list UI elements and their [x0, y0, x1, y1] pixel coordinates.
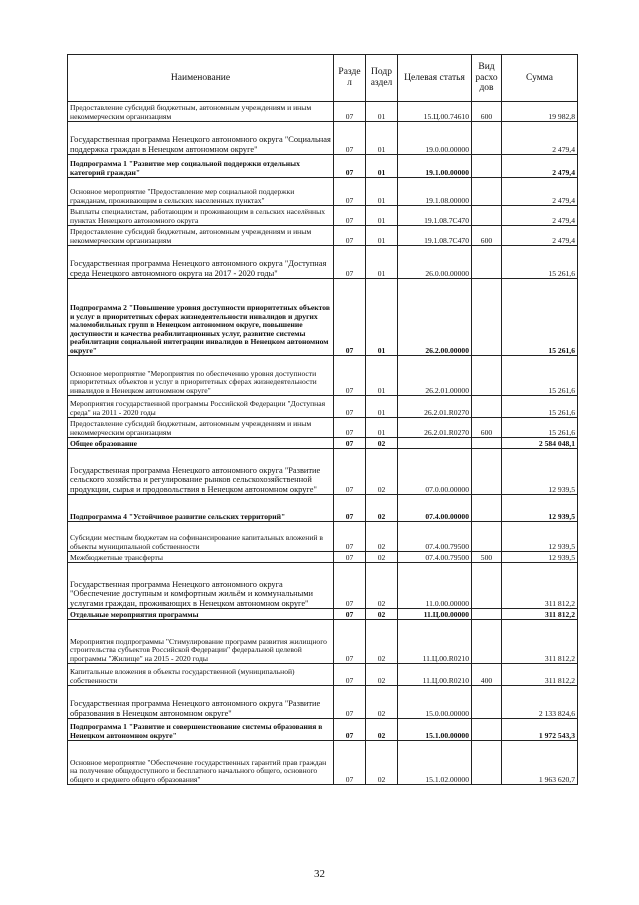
table-row: [68, 495, 578, 522]
row-podrazdel: 01: [366, 396, 398, 418]
row-name: Основное мероприятие "Предоставление мер социальной поддержки гражданам, проживающим в сельских населенных пунктах": [68, 178, 334, 206]
table-row: [68, 279, 578, 356]
row-name: Субсидии местным бюджетам на софинансирование капитальных вложений в объекты муниципальной собственности: [68, 522, 334, 552]
row-target: 07.4.00.00000: [398, 495, 472, 522]
header-razdel: Разде л: [334, 55, 366, 102]
row-name: Подпрограмма 4 "Устойчивое развитие сельских территорий": [68, 495, 334, 522]
row-target: 19.1.00.00000: [398, 155, 472, 178]
row-sum: 12 939,5: [502, 522, 578, 552]
row-razdel: 07: [334, 438, 366, 449]
table-row: [68, 620, 578, 664]
row-name: Капитальные вложения в объекты государственной (муниципальной) собственности: [68, 664, 334, 686]
row-podrazdel: 02: [366, 609, 398, 620]
row-razdel: 07: [334, 246, 366, 279]
table-row: [68, 246, 578, 279]
row-name: Государственная программа Ненецкого автономного округа "Развитие сельского хозяйства и регулирование рынков сельскохозяйственной продукции, сырья и продовольствия в Ненецком автономном округе": [68, 449, 334, 495]
budget-table: [67, 54, 578, 785]
row-name: Общее образование: [68, 438, 334, 449]
row-sum: 15 261,6: [502, 356, 578, 396]
row-sum: 15 261,6: [502, 396, 578, 418]
row-name: Основное мероприятие "Обеспечение государственных гарантий прав граждан на получение общедоступного и бесплатного начального общего, основного общего и среднего общего образования": [68, 741, 334, 785]
row-target: 11.Ц.00.R0210: [398, 620, 472, 664]
row-razdel: 07: [334, 396, 366, 418]
row-podrazdel: 02: [366, 438, 398, 449]
table-row: [68, 449, 578, 495]
header-target: Целевая статья: [398, 55, 472, 102]
table-row: [68, 522, 578, 552]
row-vid: [472, 609, 502, 620]
row-vid: [472, 563, 502, 609]
table-row: [68, 356, 578, 396]
row-podrazdel: 02: [366, 719, 398, 741]
row-vid: 400: [472, 664, 502, 686]
row-podrazdel: 02: [366, 741, 398, 785]
row-podrazdel: 02: [366, 552, 398, 563]
header-sum: Сумма: [502, 55, 578, 102]
row-vid: [472, 522, 502, 552]
row-vid: [472, 686, 502, 719]
row-target: 26.2.01.00000: [398, 356, 472, 396]
row-target: 07.4.00.79500: [398, 552, 472, 563]
row-podrazdel: 02: [366, 563, 398, 609]
row-sum: 12 939,5: [502, 552, 578, 563]
row-target: 11.Ц.00.R0210: [398, 664, 472, 686]
table-row: [68, 686, 578, 719]
row-target: 15.1.00.00000: [398, 719, 472, 741]
row-target: 07.0.00.00000: [398, 449, 472, 495]
table-row: [68, 418, 578, 438]
table-body: [68, 102, 578, 785]
row-name: Выплаты специалистам, работающим и проживающим в сельских населённых пунктах Ненецкого автономного округа: [68, 206, 334, 226]
row-name: Подпрограмма 1 "Развитие и совершенствование системы образования в Ненецком автономном округе": [68, 719, 334, 741]
table-row: [68, 178, 578, 206]
row-podrazdel: 01: [366, 356, 398, 396]
row-target: 19.1.08.00000: [398, 178, 472, 206]
row-vid: [472, 122, 502, 155]
row-name: Государственная программа Ненецкого автономного округа "Социальная поддержка граждан в Ненецком автономном округе": [68, 122, 334, 155]
table-row: [68, 563, 578, 609]
row-podrazdel: 01: [366, 122, 398, 155]
row-podrazdel: 01: [366, 102, 398, 122]
row-razdel: 07: [334, 155, 366, 178]
row-podrazdel: 01: [366, 418, 398, 438]
header-vid: Вид расхо дов: [472, 55, 502, 102]
row-podrazdel: 02: [366, 620, 398, 664]
row-sum: 2 584 048,1: [502, 438, 578, 449]
row-razdel: 07: [334, 226, 366, 246]
row-target: 11.Ц.00.00000: [398, 609, 472, 620]
row-sum: 1 963 620,7: [502, 741, 578, 785]
header-row: [68, 55, 578, 102]
row-target: 07.4.00.79500: [398, 522, 472, 552]
row-sum: 311 812,2: [502, 664, 578, 686]
row-podrazdel: 02: [366, 664, 398, 686]
table-row: [68, 741, 578, 785]
row-vid: [472, 719, 502, 741]
table-row: [68, 155, 578, 178]
row-name: Предоставление субсидий бюджетным, автономным учреждениям и иным некоммерческим организациям: [68, 418, 334, 438]
row-podrazdel: 02: [366, 495, 398, 522]
row-vid: 500: [472, 552, 502, 563]
row-sum: 2 479,4: [502, 155, 578, 178]
row-razdel: 07: [334, 279, 366, 356]
row-name: Государственная программа Ненецкого автономного округа "Развитие образования в Ненецком автономном округе": [68, 686, 334, 719]
row-vid: [472, 246, 502, 279]
row-razdel: 07: [334, 609, 366, 620]
row-podrazdel: 01: [366, 226, 398, 246]
table-row: [68, 664, 578, 686]
row-name: Государственная программа Ненецкого автономного округа "Доступная среда Ненецкого автономного округа на 2017 - 2020 годы": [68, 246, 334, 279]
row-vid: [472, 620, 502, 664]
row-podrazdel: 01: [366, 155, 398, 178]
row-name: Государственная программа Ненецкого автономного округа "Обеспечение доступным и комфортным жильём и коммунальными услугами граждан, проживающих в Ненецком автономном округе": [68, 563, 334, 609]
row-podrazdel: 02: [366, 449, 398, 495]
row-razdel: 07: [334, 741, 366, 785]
row-sum: 15 261,6: [502, 418, 578, 438]
row-name: Межбюджетные трансферты: [68, 552, 334, 563]
row-name: Подпрограмма 2 "Повышение уровня доступности приоритетных объектов и услуг в приоритетных сферах жизнедеятельности инвалидов и других маломобильных групп в Ненецком автономном округе, повышение доступности и качества реабилитационных услуг, развитие системы реабилитации социальной интеграции инвалидов в Ненецком автономном округе": [68, 279, 334, 356]
row-target: 26.2.01.R0270: [398, 418, 472, 438]
row-vid: [472, 741, 502, 785]
table-row: [68, 609, 578, 620]
row-razdel: 07: [334, 495, 366, 522]
row-sum: 2 479,4: [502, 178, 578, 206]
table-row: [68, 226, 578, 246]
row-sum: 2 479,4: [502, 206, 578, 226]
header-podrazdel: Подр аздел: [366, 55, 398, 102]
row-sum: 19 982,8: [502, 102, 578, 122]
row-target: [398, 438, 472, 449]
row-target: 15.0.00.00000: [398, 686, 472, 719]
row-sum: 2 479,4: [502, 226, 578, 246]
row-vid: [472, 279, 502, 356]
row-razdel: 07: [334, 719, 366, 741]
row-razdel: 07: [334, 686, 366, 719]
row-podrazdel: 01: [366, 178, 398, 206]
page-number: 32: [314, 868, 325, 880]
row-sum: 15 261,6: [502, 246, 578, 279]
row-target: 26.2.00.00000: [398, 279, 472, 356]
table-row: [68, 396, 578, 418]
row-podrazdel: 01: [366, 206, 398, 226]
row-sum: 1 972 543,3: [502, 719, 578, 741]
row-razdel: 07: [334, 122, 366, 155]
row-podrazdel: 02: [366, 686, 398, 719]
row-name: Предоставление субсидий бюджетным, автономным учреждениям и иным некоммерческим организациям: [68, 102, 334, 122]
row-vid: 600: [472, 418, 502, 438]
row-sum: 12 939,5: [502, 449, 578, 495]
table-row: [68, 122, 578, 155]
row-razdel: 07: [334, 664, 366, 686]
row-target: 19.1.08.7C470: [398, 226, 472, 246]
row-vid: 600: [472, 226, 502, 246]
header-name: Наименование: [68, 55, 334, 102]
row-razdel: 07: [334, 620, 366, 664]
row-sum: 311 812,2: [502, 620, 578, 664]
row-target: 15.Ц.00.74610: [398, 102, 472, 122]
row-vid: [472, 449, 502, 495]
row-name: Мероприятия подпрограммы "Стимулирование программ развития жилищного строительства субъектов Российской Федерации" федеральной целевой программы "Жилище" на 2015 - 2020 годы: [68, 620, 334, 664]
row-vid: [472, 438, 502, 449]
row-vid: [472, 178, 502, 206]
row-razdel: 07: [334, 356, 366, 396]
row-razdel: 07: [334, 522, 366, 552]
row-vid: [472, 495, 502, 522]
row-target: 11.0.00.00000: [398, 563, 472, 609]
table-row: [68, 719, 578, 741]
row-razdel: 07: [334, 102, 366, 122]
row-vid: [472, 206, 502, 226]
row-podrazdel: 01: [366, 279, 398, 356]
row-name: Отдельные мероприятия программы: [68, 609, 334, 620]
row-sum: 311 812,2: [502, 563, 578, 609]
row-name: Подпрограмма 1 "Развитие мер социальной поддержки отдельных категорий граждан": [68, 155, 334, 178]
table-row: [68, 552, 578, 563]
row-sum: 12 939,5: [502, 495, 578, 522]
table-row: [68, 438, 578, 449]
row-target: 26.0.00.00000: [398, 246, 472, 279]
row-target: 19.0.00.00000: [398, 122, 472, 155]
row-name: Мероприятия государственной программы Российской Федерации "Доступная среда" на 2011 - 2020 годы: [68, 396, 334, 418]
row-vid: [472, 356, 502, 396]
row-vid: [472, 396, 502, 418]
row-sum: 2 133 824,6: [502, 686, 578, 719]
row-name: Предоставление субсидий бюджетным, автономным учреждениям и иным некоммерческим организациям: [68, 226, 334, 246]
row-sum: 311 812,2: [502, 609, 578, 620]
row-razdel: 07: [334, 206, 366, 226]
row-sum: 2 479,4: [502, 122, 578, 155]
row-razdel: 07: [334, 449, 366, 495]
table-row: [68, 206, 578, 226]
row-razdel: 07: [334, 552, 366, 563]
row-razdel: 07: [334, 418, 366, 438]
row-sum: 15 261,6: [502, 279, 578, 356]
row-name: Основное мероприятие "Мероприятия по обеспечению уровня доступности приоритетных объектов и услуг в приоритетных сферах жизнедеятельности инвалидов в Ненецком автономном округе": [68, 356, 334, 396]
row-podrazdel: 01: [366, 246, 398, 279]
row-razdel: 07: [334, 563, 366, 609]
row-target: 26.2.01.R0270: [398, 396, 472, 418]
row-razdel: 07: [334, 178, 366, 206]
row-vid: 600: [472, 102, 502, 122]
row-podrazdel: 02: [366, 522, 398, 552]
row-target: 15.1.02.00000: [398, 741, 472, 785]
row-target: 19.1.08.7C470: [398, 206, 472, 226]
table-row: [68, 102, 578, 122]
row-vid: [472, 155, 502, 178]
